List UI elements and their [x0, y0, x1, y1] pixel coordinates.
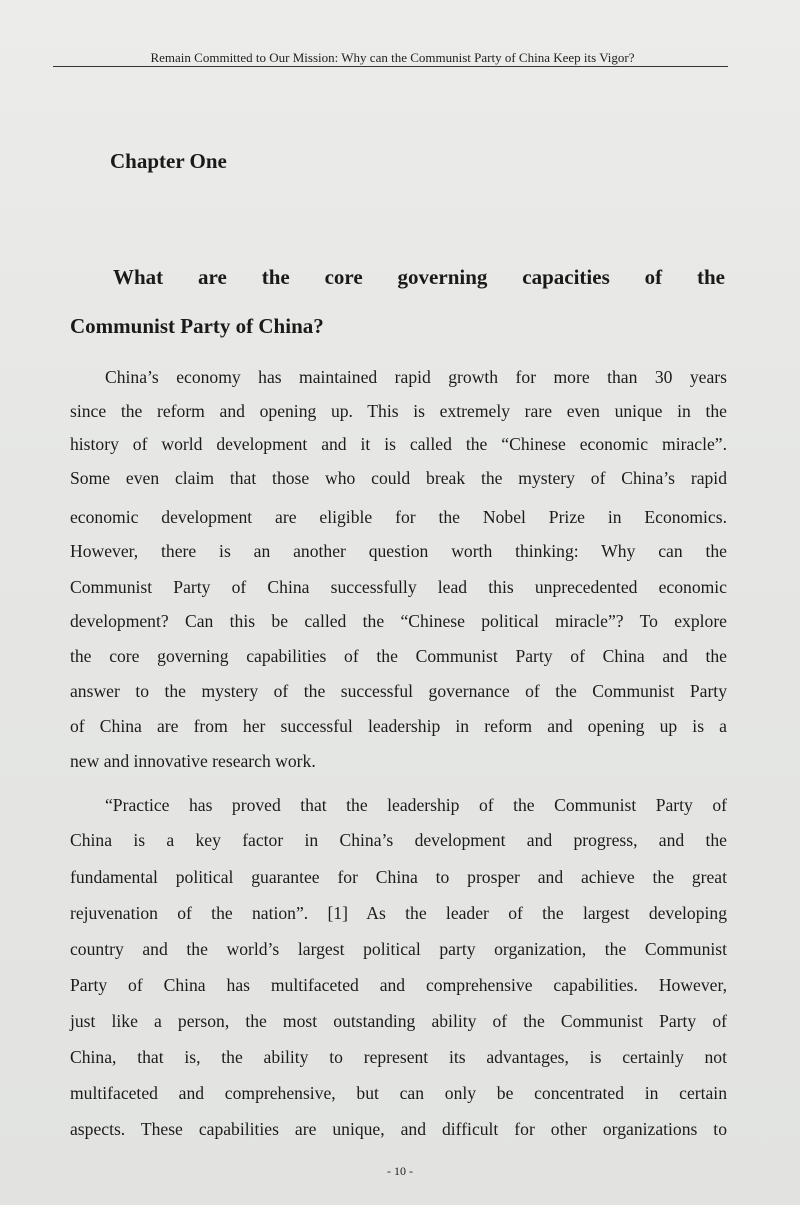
body-line: However, there is an another question worth thinking: Why can the — [70, 541, 727, 561]
chapter-title-line-2: Communist Party of China? — [70, 314, 324, 338]
body-line: answer to the mystery of the successful governance of the Communist Party — [70, 681, 727, 701]
body-line: history of world development and it is called the “Chinese economic miracle”. — [70, 434, 727, 454]
body-line: new and innovative research work. — [70, 751, 316, 771]
body-line: since the reform and opening up. This is extremely rare even unique in the — [70, 401, 727, 421]
body-line: country and the world’s largest political party organization, the Communist — [70, 939, 727, 959]
body-line: China is a key factor in China’s development and progress, and the — [70, 830, 727, 850]
running-header: Remain Committed to Our Mission: Why can the Communist Party of China Keep its Vigor? — [150, 50, 635, 65]
chapter-title-line-1: What are the core governing capacities of the — [113, 265, 725, 289]
body-line: fundamental political guarantee for China to prosper and achieve the great — [70, 867, 727, 887]
body-line: the core governing capabilities of the Communist Party of China and the — [70, 646, 727, 666]
body-line: Some even claim that those who could break the mystery of China’s rapid — [70, 468, 727, 488]
body-line: rejuvenation of the nation”. [1] As the leader of the largest developing — [70, 903, 727, 923]
body-line: multifaceted and comprehensive, but can only be concentrated in certain — [70, 1083, 727, 1103]
body-line: “Practice has proved that the leadership of the Communist Party of — [105, 795, 727, 815]
body-line: aspects. These capabilities are unique, and difficult for other organizations to — [70, 1119, 727, 1139]
body-line: economic development are eligible for the Nobel Prize in Economics. — [70, 507, 727, 527]
chapter-label: Chapter One — [110, 149, 227, 173]
body-line: of China are from her successful leadership in reform and opening up is a — [70, 716, 727, 736]
body-line: development? Can this be called the “Chinese political miracle”? To explore — [70, 611, 727, 631]
body-line: China’s economy has maintained rapid growth for more than 30 years — [105, 367, 727, 387]
body-line: Communist Party of China successfully lead this unprecedented economic — [70, 577, 727, 597]
header-rule — [53, 66, 728, 67]
body-line: Party of China has multifaceted and comprehensive capabilities. However, — [70, 975, 727, 995]
body-line: just like a person, the most outstanding ability of the Communist Party of — [70, 1011, 727, 1031]
body-line: China, that is, the ability to represent its advantages, is certainly not — [70, 1047, 727, 1067]
page-number: - 10 - — [387, 1164, 413, 1178]
